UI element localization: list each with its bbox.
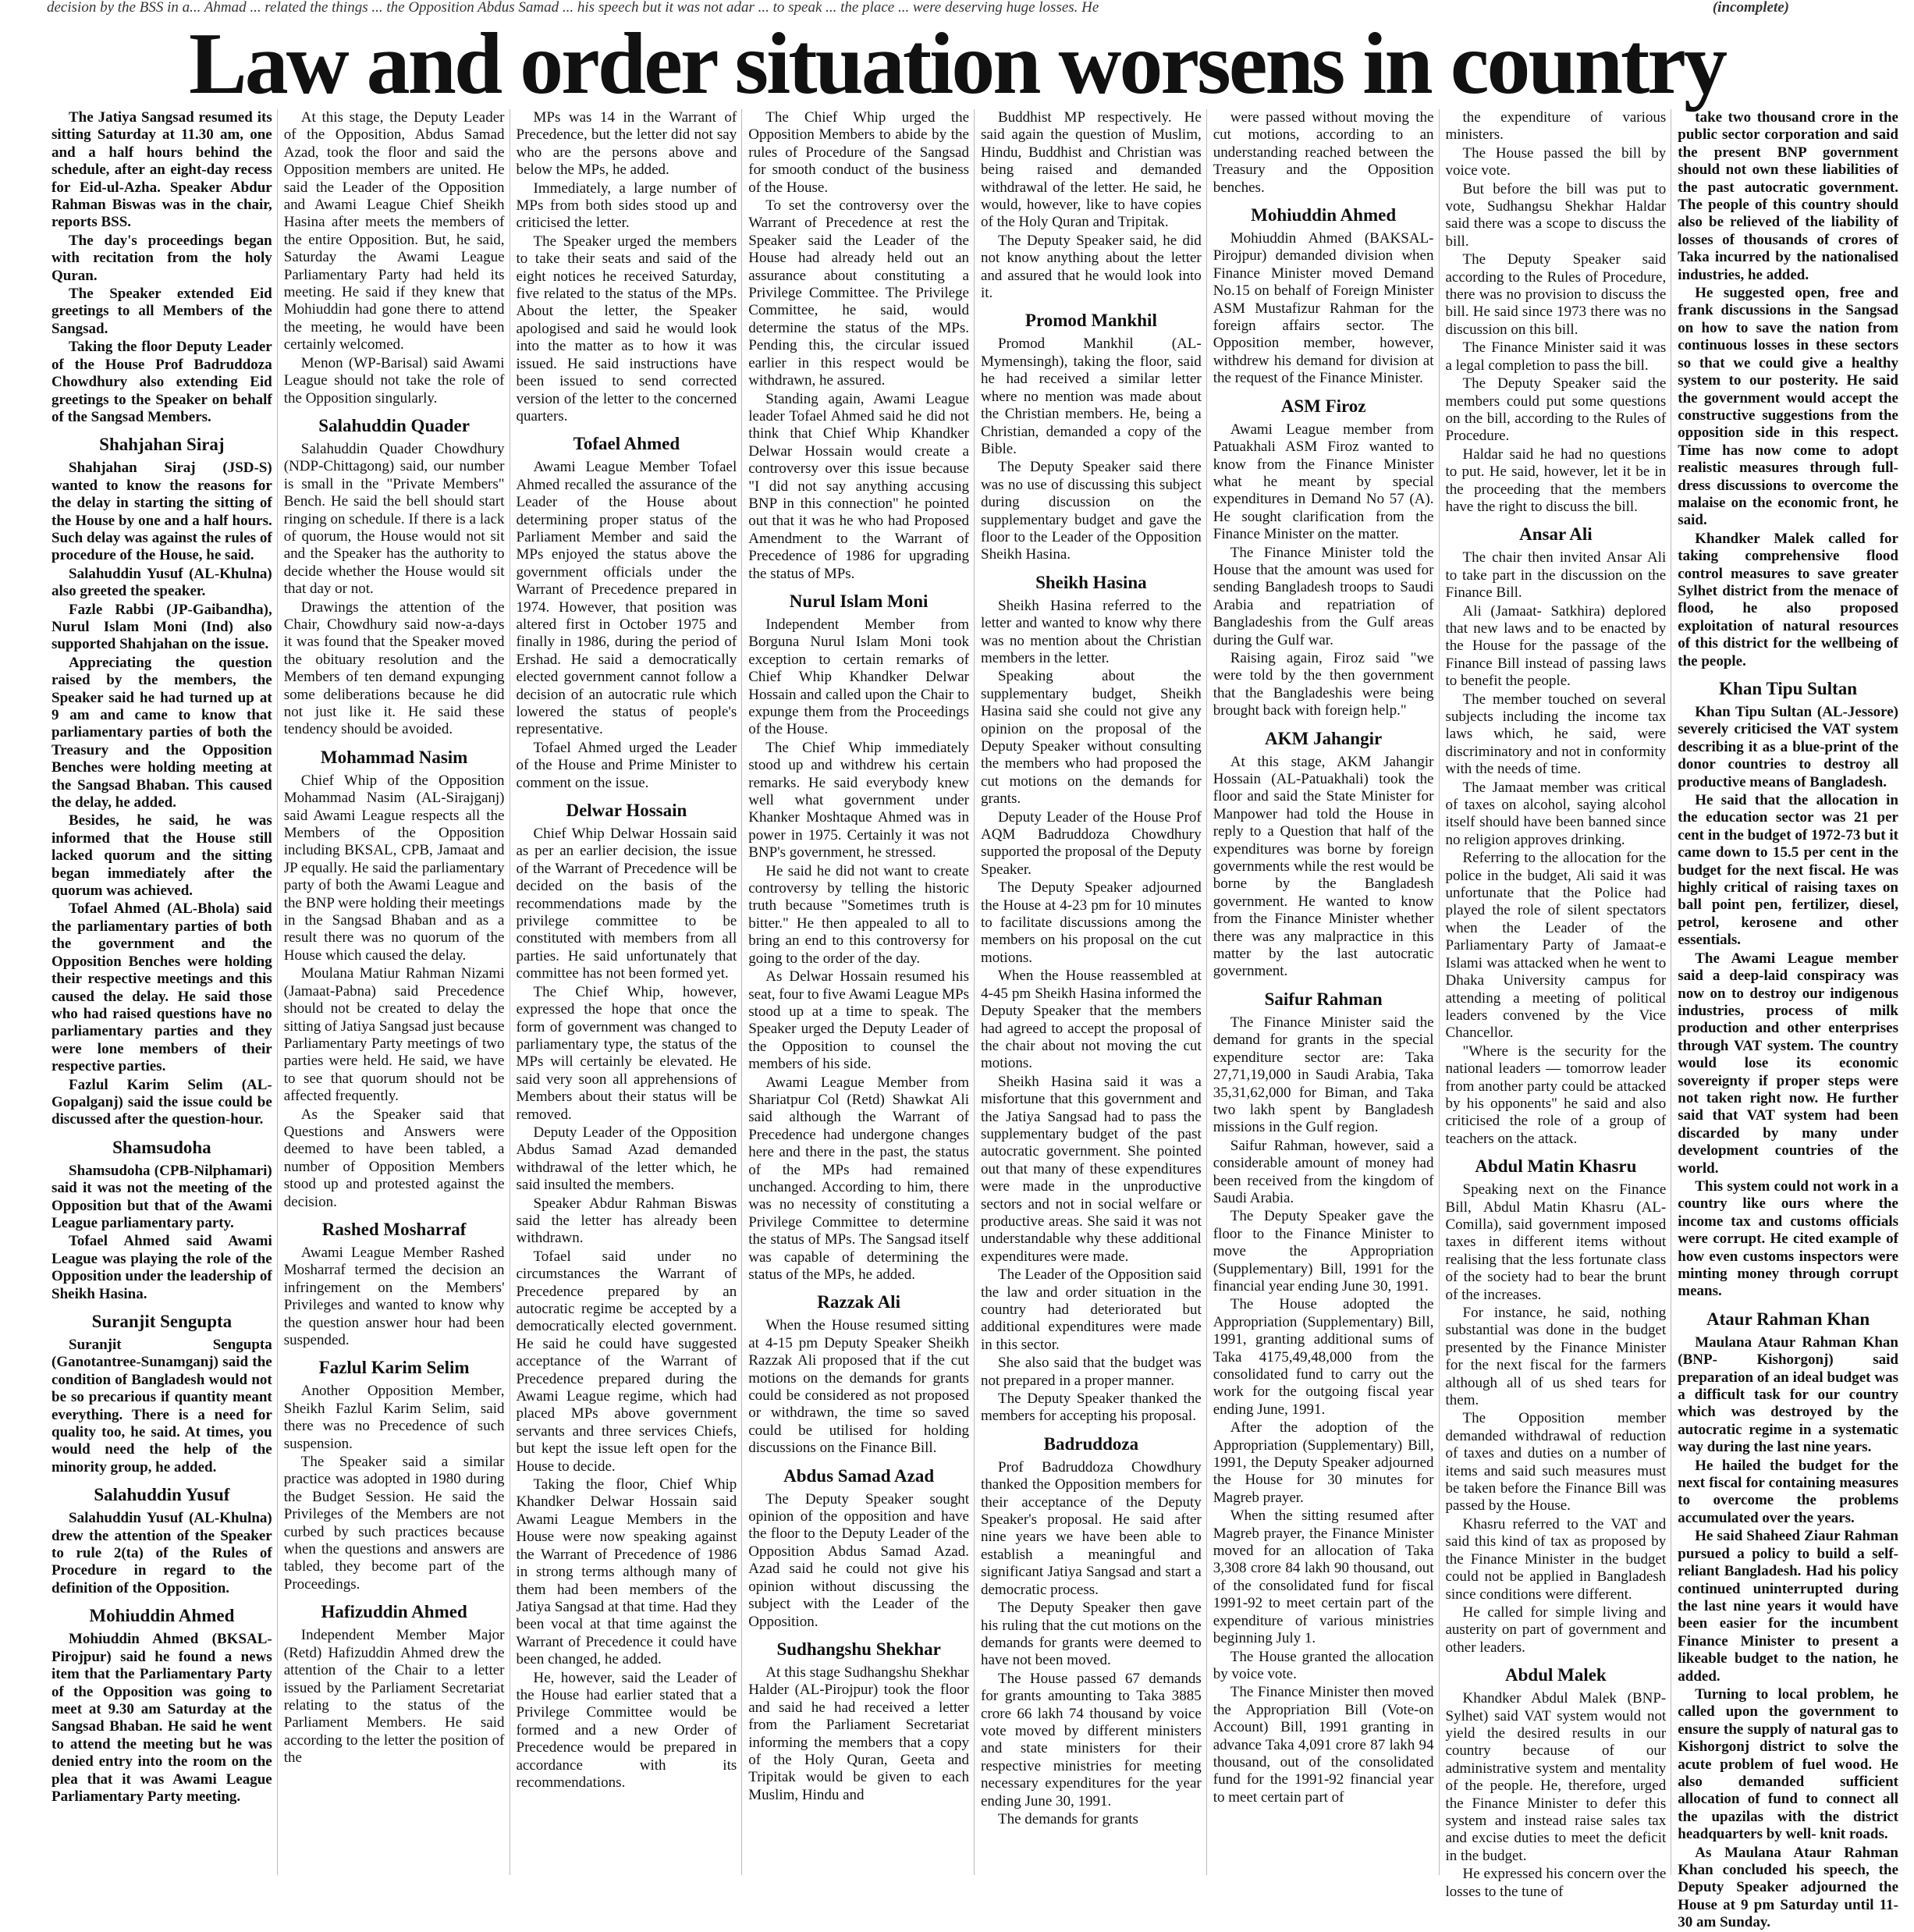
speaker-subheading: Ataur Rahman Khan (1706, 1309, 1870, 1329)
speaker-subheading: Abdus Samad Azad (783, 1465, 935, 1486)
paragraph: The Speaker said a similar practice was adopted in 1980 during the Budget Session. He said the Privileges of the Members are not curbed by such practices because when the questions and answers are tabled, they become part of the Proceedings. (283, 1454, 505, 1593)
paragraph: The Deputy Speaker thanked the members for accepting his proposal. (981, 1390, 1202, 1425)
paragraph: The day's proceedings began with recitation from the holy Quran. (51, 232, 272, 284)
paragraph: were passed without moving the cut motions, according to an understanding reached between the Treasury and the Opposition benches. (1213, 109, 1434, 196)
paragraph: Tofael Ahmed (AL-Bhola) said the parliamentary parties of both the government and the Opposition Benches were holding their respective meetings and this caused the delay. He said those who had raised questions have no parliamentary parties and they were lone members of their respective parties. (51, 900, 272, 1075)
speaker-subheading: AKM Jahangir (1265, 728, 1383, 748)
article-column-2 (284, 109, 510, 1875)
paragraph: the expenditure of various ministers. (1445, 109, 1667, 144)
paragraph: Speaking next on the Finance Bill, Abdul Matin Khasru (AL- Comilla), said government imposed taxes in different items without realising that the less fortunate class of the society had to bear the brunt of the increases. (1445, 1181, 1667, 1303)
paragraph: The House passed the bill by voice vote. (1445, 144, 1667, 179)
paragraph: He hailed the budget for the next fiscal for containing measures to overcome the problems accumulated over the years. (1678, 1457, 1898, 1526)
paragraph: He suggested open, free and frank discussions in the Sangsad on how to save the nation from continuous losses in these sectors so that we could give a healthy system to our posterity. He said the government would accept the constructive suggestions from the opposition side in this respect. Time has now come to adopt realistic measures through full-dress discussions to overcome the malaise on the economic front, he said. (1678, 285, 1898, 529)
paragraph: He said Shaheed Ziaur Rahman pursued a policy to build a self- reliant Bangladesh. Had his policy continued uninterrupted during the last nine years it would have been easier for the incumbent Finance Minister to present a likeable budget to the nation, he added. (1678, 1528, 1898, 1685)
paragraph: Awami League Member from Shariatpur Col (Retd) Shawkat Ali said although the Warrant of Precedence had undergone changes here and there in the past, the status of the MPs had remained unchanged. According to him, there was no necessity of constituting a Privilege Committee to determine the status of MPs. The Sangsad itself was capable of determining the status of the MPs, he added. (748, 1074, 969, 1283)
article-column-5 (981, 109, 1207, 1875)
paragraph: Awami League Member Rashed Mosharraf termed the decision an infringement on the Members' Privileges and wanted to know why the question answer hour had been suspended. (283, 1244, 505, 1348)
paragraph: Deputy Leader of the House Prof AQM Badruddoza Chowdhury supported the proposal of the Deputy Speaker. (981, 808, 1202, 878)
paragraph: The Jatiya Sangsad resumed its sitting Saturday at 11.30 am, one and a half hours behind the schedule, after an eight-day recess for Eid-ul-Azha. Speaker Abdur Rahman Biswas was in the chair, reports BSS. (51, 109, 272, 231)
paragraph: The Deputy Speaker sought opinion of the opposition and have the floor to the Deputy Leader of the Opposition Abdus Samad Azad. Azad said he could not give his opinion without discussing the subject with the Leader of the Opposition. (748, 1490, 969, 1630)
paragraph: Salahuddin Quader Chowdhury (NDP-Chittagong) said, our number is small in the "Private Members" Bench. He said the bell should start ringing on schedule. If there is a lack of quorum, the House would not sit and the Speaker has the authority to decide whether the House would sit that day or not. (283, 440, 505, 598)
article-column-3 (517, 109, 743, 1875)
speaker-subheading: Saifur Rahman (1264, 989, 1383, 1009)
speaker-subheading: Razzak Ali (817, 1292, 900, 1312)
paragraph: The Deputy Speaker then gave his ruling that the cut motions on the demands for grants were deemed to have not been moved. (981, 1600, 1202, 1669)
paragraph: The Finance Minister said it was a legal completion to pass the bill. (1445, 339, 1667, 374)
paragraph: For instance, he said, nothing substantial was done in the budget presented by the Finance Minister for the next fiscal for the farmers although all of us shed tears for them. (1445, 1305, 1667, 1409)
speaker-subheading: Delwar Hossain (566, 801, 687, 821)
speaker-subheading: Shahjahan Siraj (99, 435, 225, 455)
speaker-subheading: Hafizuddin Ahmed (321, 1602, 467, 1622)
article-columns (51, 109, 1903, 1931)
paragraph: Tofael said under no circumstances the Warrant of Precedence prepared by an autocratic regime be accepted by a democratically elected government. He said he could have suggested acceptance of the Warrant of Precedence prepared during the Awami League regime, which had placed MPs above government servants and three services Chiefs, but kept the issue left open for the House to decide. (516, 1248, 737, 1475)
paragraph: The Finance Minister then moved the Appropriation Bill (Vote-on Account) Bill, 1991 granting in advance Taka 4,091 crore 87 lakh 94 thousand, out of the consolidated fund for the 1991-92 financial year to meet certain part of (1213, 1684, 1434, 1806)
paragraph: Deputy Leader of the Opposition Abdus Samad Azad demanded withdrawal of the letter which, he said insulted the members. (516, 1124, 737, 1194)
paragraph: Chief Whip of the Opposition Mohammad Nasim (AL-Sirajganj) said Awami League respects all the Members of the Opposition including BKSAL, CPB, Jamaat and JP equally. He said the parliamentary party of both the Awami League and the BNP were holding their meetings in the Sangsad Bhaban and as a result there was no quorum of the House which caused the delay. (283, 772, 505, 964)
paragraph: Salahuddin Yusuf (AL-Khulna) drew the attention of the Speaker to rule 2(ta) of the Rules of Procedure in regard to the definition of the Opposition. (51, 1510, 272, 1596)
paragraph: To set the controversy over the Warrant of Precedence at rest the Speaker said the Leader of the House had already held out an assurance about constituting a Privilege Committee. The Privilege Committee, he said, would determine the status of the MPs. Pending this, the circular issued earlier in this respect would be withdrawn, he assured. (748, 197, 969, 389)
paragraph: Appreciating the question raised by the members, the Speaker said he had turned up at 9 am and came to know that parliamentary parties of both the Treasury and the Opposition Benches were holding meeting at the Sangsad Bhaban. This caused the delay, he added. (51, 654, 272, 812)
speaker-subheading: ASM Firoz (1280, 396, 1366, 416)
paragraph: Taking the floor, Chief Whip Khandker Delwar Hossain said Awami League Members in the House were now speaking against the Warrant of Precedence of 1986 in strong terms although many of them had been members of the Jatiya Sangsad at that time. Had they been vocal at that time against the Warrant of Precedence it could have been changed, he added. (516, 1476, 737, 1668)
paragraph: Mohiuddin Ahmed (BAKSAL- Pirojpur) demanded division when Finance Minister moved Demand No.15 on behalf of Foreign Minister ASM Mustafizur Rahman for the foreign affairs sector. The Opposition member, however, withdrew his demand for division at the request of the Finance Minister. (1213, 230, 1434, 387)
paragraph: Speaking about the supplementary budget, Sheikh Hasina said she could not give any opinion on the proposal of the Deputy Speaker without consulting the members who had proposed the cut motions on the demands for grants. (981, 668, 1202, 808)
speaker-subheading: Abdul Malek (1505, 1665, 1607, 1685)
paragraph: Tofael Ahmed urged the Leader of the House and Prime Minister to comment on the issue. (516, 739, 737, 791)
paragraph: Mohiuddin Ahmed (BKSAL-Pirojpur) said he found a news item that the Parliamentary Party of the Opposition was going to meet at 9.30 am Saturday at the Sangsad Bhaban. He said he went to attend the meeting but he was denied entry into the room on the plea that it was Awami League Parliamentary Party meeting. (51, 1631, 272, 1805)
paragraph: The Speaker extended Eid greetings to all Members of the Sangsad. (51, 286, 272, 337)
paragraph: He expressed his concern over the losses to the tune of (1445, 1866, 1667, 1900)
speaker-subheading: Nurul Islam Moni (789, 591, 929, 611)
paragraph: Khasru referred to the VAT and said this kind of tax as proposed by the Finance Minister in the budget could not be applied in Bangladesh since conditions were different. (1445, 1515, 1667, 1603)
paragraph: The Chief Whip, however, expressed the hope that once the form of government was changed to parliamentary type, the status of the MPs will certainly be elevated. He said very soon all apprehensions of Members about their status will be removed. (516, 983, 737, 1123)
paragraph: Independent Member from Borguna Nurul Islam Moni took exception to certain remarks of Chief Whip Khandker Delwar Hossain and called upon the Chair to expunge them from the Proceedings of the House. (748, 616, 969, 738)
paragraph: At this stage, the Deputy Leader of the Opposition, Abdus Samad Azad, took the floor and said the Opposition members are united. He said the Leader of the Opposition and Awami League Chief Sheikh Hasina after meets the members of the entire Opposition. But, he said, Saturday the Awami League Parliamentary Party had held its meeting. He said if they knew that Mohiuddin had gone there to attend the meeting, he would have been certainly welcomed. (283, 109, 505, 353)
paragraph: Khandker Abdul Malek (BNP- Sylhet) said VAT system would not yield the desired results in our country because of our administrative system and mentality of the people. He, therefore, urged the Finance Minister to defer this system and instead raise sales tax and excise duties to meet the deficit in the budget. (1445, 1690, 1667, 1864)
speaker-subheading: Rashed Mosharraf (321, 1219, 467, 1239)
paragraph: The Chief Whip immediately stood up and withdrew his certain remarks. He said everybody knew well what government under Khanker Moshtaque Ahmed was in power in 1975. Certainly it was not BNP's government, he stressed. (748, 739, 969, 861)
article-column-6 (1213, 109, 1440, 1875)
speaker-subheading: Salahuddin Quader (318, 415, 470, 435)
paragraph: Standing again, Awami League leader Tofael Ahmed said he did not think that Chief Whip Khandker Delwar Hossain would create a controversy over this issue because "I did not say anything accusing BNP in this connection" he pointed out that it was he who had Proposed Amendment to the Warrant of Precedence of 1986 for upgrading the status of MPs. (748, 390, 969, 582)
paragraph: Awami League Member Tofael Ahmed recalled the assurance of the Leader of the House about determining proper status of the Parliament Member and said the MPs enjoyed the status above the government officials under the Warrant of Precedence prepared in 1974. However, that position was altered first in October 1975 and finally in 1986, during the period of Ershad. He said a democratically elected government cannot follow a decision of an autocratic rule which lowered the status of people's representative. (516, 459, 737, 738)
speaker-subheading: Khan Tipu Sultan (1719, 679, 1858, 698)
paragraph: take two thousand crore in the public sector corporation and said the present BNP government should not own these liabilities of the past autocratic government. The people of this country should also be relieved of the liability of losses of thousands of crores of Taka incurred by the nationalised industries, he added. (1678, 109, 1898, 283)
article-column-7 (1445, 109, 1672, 1900)
paragraph: Fazle Rabbi (JP-Gaibandha), Nurul Islam Moni (Ind) also supported Shahjahan on the issue. (51, 601, 272, 653)
paragraph: Taking the floor Deputy Leader of the House Prof Badruddoza Chowdhury also extending Eid greetings to the Speaker on behalf of the Sangsad Members. (51, 339, 272, 425)
paragraph: As the Speaker said that Questions and Answers were deemed to have been tabled, a number of Opposition Members stood up and protested against the decision. (283, 1106, 505, 1210)
paragraph: After the adoption of the Appropriation (Supplementary) Bill, 1991, the Deputy Speaker adjourned the House for 30 minutes for Magreb prayer. (1213, 1419, 1434, 1506)
paragraph: But before the bill was put to vote, Sudhangsu Shekhar Haldar said there was a scope to discuss the bill. (1445, 180, 1667, 250)
paragraph: Independent Member Major (Retd) Hafizuddin Ahmed drew the attention of the Chair to a letter issued by the Parliament Secretariat relating to the status of the Parliament Members. He said according to the letter the position of the (283, 1627, 505, 1767)
incomplete-note: (incomplete) (1712, 0, 1789, 16)
paragraph: The Awami League member said a deep-laid conspiracy was now on to destroy our indigenous industries, process of milk production and other enterprises through VAT system. The country would lose its economic sovereignty if proper steps were not taken right now. He further said that VAT system had been discarded by many under development countries of the world. (1678, 950, 1898, 1177)
paragraph: Haldar said he had no questions to put. He said, however, let it be in the proceeding that the members have the right to discuss the bill. (1445, 446, 1667, 515)
article-column-4 (748, 109, 975, 1875)
speaker-subheading: Tofael Ahmed (573, 434, 680, 454)
paragraph: Menon (WP-Barisal) said Awami League should not take the role of the Opposition singularly. (283, 354, 505, 407)
paragraph: She also said that the budget was not prepared in a proper manner. (981, 1355, 1202, 1389)
paragraph: Sheikh Hasina said it was a misfortune that this government and the Jatiya Sangsad had to pass the supplementary budget of the past autocratic government. She pointed out that many of these expenditures were made in the unproductive sectors and not in social welfare or productive areas. She said it was not understandable why these additional expenditures were made. (981, 1073, 1202, 1265)
paragraph: The Chief Whip urged the Opposition Members to abide by the rules of Procedure of the Sangsad for smooth conduct of the business of the House. (748, 109, 969, 196)
speaker-subheading: Sheikh Hasina (1035, 572, 1147, 592)
paragraph: When the House resumed sitting at 4-15 pm Deputy Speaker Sheikh Razzak Ali proposed that if the cut motions on the demands for grants could be considered as not proposed or withdrawn, the time so saved could be utilised for holding discussions on the Finance Bill. (748, 1317, 969, 1457)
paragraph: The Deputy Speaker said according to the Rules of Procedure, there was no provision to discuss the bill. He said since 1973 there was no discussion on this bill. (1445, 251, 1667, 338)
paragraph: Sheikh Hasina referred to the letter and wanted to know why there was no mention about the Christian members in the letter. (981, 597, 1202, 666)
paragraph: As Maulana Ataur Rahman Khan concluded his speech, the Deputy Speaker adjourned the House at 9 pm Saturday until 11-30 am Sunday. (1678, 1844, 1898, 1931)
article-column-8 (1678, 109, 1903, 1931)
speaker-subheading: Mohammad Nasim (320, 747, 468, 767)
paragraph: The Deputy Speaker adjourned the House at 4-23 pm for 10 minutes to facilitate discussions among the members on his proposal on the cut motions. (981, 879, 1202, 966)
speaker-subheading: Mohiuddin Ahmed (1251, 205, 1397, 226)
paragraph: Khandker Malek called for taking comprehensive flood control measures to save greater Sylhet district from the menace of flood, he also proposed exploitation of natural resources of this district for the wellbeing of the people. (1678, 530, 1898, 669)
paragraph: Awami League member from Patuakhali ASM Firoz wanted to know from the Finance Minister what he meant by special expenditures in Demand No 57 (A). He sought clarification from the Finance Minister on the matter. (1213, 421, 1434, 543)
speaker-subheading: Suranjit Sengupta (91, 1312, 233, 1331)
paragraph: When the House reassembled at 4-45 pm Sheikh Hasina informed the Deputy Speaker that the members had agreed to accept the proposal of the chair about not moving the cut motions. (981, 968, 1202, 1072)
paragraph: The demands for grants (998, 1810, 1138, 1827)
paragraph: Saifur Rahman, however, said a considerable amount of money had been received from the kingdom of Saudi Arabia. (1213, 1137, 1434, 1206)
paragraph: Referring to the allocation for the police in the budget, Ali said it was unfortunate that the Police had played the role of silent spectators when the Leader of the Parliamentary Party of Jamaat-e Islami was attacked when he went to Dhaka University campus for attending a meeting of political leaders convened by the Vice Chancellor. (1445, 850, 1667, 1042)
paragraph: The Finance Minister told the House that the amount was used for sending Bangladesh troops to Saudi Arabia and repatriation of Bangladeshis from the Gulf areas during the Gulf war. (1213, 544, 1434, 648)
paragraph: The member touched on several subjects including the income tax laws which, he said, were discriminatory and not in conformity with the needs of time. (1445, 691, 1667, 778)
paragraph: At this stage, AKM Jahangir Hossain (AL-Patuakhali) took the floor and said the State Minister for Manpower had told the House in reply to a Question that half of the expenditures was borne by foreign governments while the rest would be borne by the Bangladesh government. He wanted to know from the Finance Minister whether there was any malpractice in this matter by the last autocratic government. (1213, 753, 1434, 980)
headline: Law and order situation worsens in country (188, 16, 1726, 112)
speaker-subheading: Badruddoza (1043, 1433, 1139, 1454)
paragraph: Buddhist MP respectively. He said again the question of Muslim, Hindu, Buddhist and Christian was being raised and demanded withdrawal of the letter. He said, he would, however, like to have copies of the Holy Quran and Tripitak. (981, 109, 1202, 231)
paragraph: Prof Badruddoza Chowdhury thanked the Opposition members for their acceptance of the Deputy Speaker's proposal. He said after nine years we have been able to establish a meaningful and significant Jatiya Sangsad and start a democratic process. (981, 1458, 1202, 1598)
paragraph: Chief Whip Delwar Hossain said as per an earlier decision, the issue of the Warrant of Precedence will be decided on the basis of the recommendations made by the privilege committee to be constituted with members from all parties. He said unfortunately that committee has not been formed yet. (516, 826, 737, 982)
paragraph: As Delwar Hossain resumed his seat, four to five Awami League MPs stood up at a time to speak. The Speaker urged the Deputy Leader of the Opposition to counsel the members of his side. (748, 968, 969, 1073)
speaker-subheading: Salahuddin Yusuf (94, 1485, 230, 1505)
paragraph: At this stage Sudhangshu Shekhar Halder (AL-Pirojpur) took the floor and said he had received a letter from the Parliament Secretariat informing the members that a copy of the Holy Quran, Geeta and Tripitak would be given to each Muslim, Hindu and (748, 1664, 969, 1803)
paragraph: Promod Mankhil (AL-Mymensingh), taking the floor, said he had received a similar letter where no mention was made about the Christian members. He, being a Christian, demanded a copy of the Bible. (981, 336, 1202, 457)
speaker-subheading: Promod Mankhil (1024, 311, 1157, 331)
paragraph: The House granted the allocation by voice vote. (1213, 1648, 1434, 1682)
paragraph: MPs was 14 in the Warrant of Precedence, but the letter did not say who are the persons above and below the MPs, he added. (516, 109, 737, 179)
paragraph: Speaker Abdur Rahman Biswas said the letter has already been withdrawn. (516, 1195, 737, 1247)
paragraph: Suranjit Sengupta (Ganotantree-Sunamganj) said the condition of Bangladesh would not be so precarious if quantity meant everything. There is a need for quality too, he said. At times, you would need the help of the minority group, he added. (51, 1337, 272, 1476)
paragraph: Besides, he said, he was informed that the House still lacked quorum and the sitting began immediately after the quorum was achieved. (51, 812, 272, 900)
paragraph: Khan Tipu Sultan (AL-Jessore) severely criticised the VAT system describing it as a blue-print of the donor countries to destroy all productive means of Bangladesh. (1678, 704, 1898, 790)
paragraph: Turning to local problem, he called upon the government to ensure the supply of natural gas to Kishorgonj district to solve the acute problem of fuel wood. He also demanded sufficient allocation of fund to connect all the upazilas with the district headquarters by well- knit roads. (1678, 1685, 1898, 1843)
clipped-text: decision by the BSS in a... Ahmad ... related the things ... the Opposition Abdus Samad ... his speech but it was not adar ... to speak ... the place ... were deserving huge losses. He (47, 0, 1099, 16)
paragraph: The Deputy Speaker said, he did not know anything about the letter and assured that he would look into it. (981, 232, 1202, 302)
paragraph: Shamsudoha (CPB-Nilphamari) said it was not the meeting of the Opposition but that of the Awami League parliamentary party. (51, 1162, 272, 1231)
paragraph: The Finance Minister said the demand for grants in the special expenditure sector are: Taka 27,71,19,000 in Saudi Arabia, Taka 35,31,62,000 for Biman, and Taka two lakh spent by Bangladesh missions in the Gulf region. (1213, 1014, 1434, 1136)
speaker-subheading: Shamsudoha (112, 1137, 211, 1157)
paragraph: He, however, said the Leader of the House had earlier stated that a Privilege Committee would be formed and a new Order of Precedence would be prepared in accordance with its recommendations. (516, 1669, 737, 1791)
paragraph: Raising again, Firoz said "we were told by the then government that the Bangladeshis were being brought back with foreign help." (1213, 649, 1434, 719)
paragraph: The Speaker urged the members to take their seats and said of the eight notices he received Saturday, five related to the status of the MPs. About the letter, the Speaker apologised and said he would look into the matter as to how it was issued. He said instructions have been issued to send corrected version of the letter to the concerned quarters. (516, 233, 737, 424)
paragraph: The Opposition member demanded withdrawal of reduction of taxes and duties on a number of items and said such measures must be taken before the Finance Bill was passed by the House. (1445, 1410, 1667, 1515)
paragraph: When the sitting resumed after Magreb prayer, the Finance Minister moved for an allocation of Taka 3,308 crore 84 lakh 90 thousand, out of the consolidated fund for fiscal 1991-92 to meet certain part of the expenditure of various ministries beginning July 1. (1213, 1508, 1434, 1647)
paragraph: Tofael Ahmed said Awami League was playing the role of the Opposition under the leadership of Sheikh Hasina. (51, 1233, 272, 1302)
paragraph: This system could not work in a country like ours where the income tax and customs officials were corrupt. He cited example of how even customs inspectors were minting money through corrupt means. (1678, 1177, 1898, 1300)
paragraph: The Deputy Speaker said the members could put some questions on the bill, according to the Rules of Procedure. (1445, 375, 1667, 445)
article-column-1 (51, 109, 278, 1875)
paragraph: Maulana Ataur Rahman Khan (BNP- Kishorgonj) said preparation of an ideal budget was a difficult task for our country which was destroyed by the autocratic regime in a systematic way during the last nine years. (1678, 1334, 1898, 1456)
paragraph: He said he did not want to create controversy by telling the historic truth because "Sometimes truth is bitter." He then appealed to all to bring an end to this controversy for going to the order of the day. (748, 862, 969, 967)
paragraph: The Deputy Speaker gave the floor to the Finance Minister to move the Appropriation (Supplementary) Bill, 1991 for the financial year ending June 30, 1991. (1213, 1208, 1434, 1295)
paragraph: He said that the allocation in the education sector was 21 per cent in the budget of 1972-73 but it came down to 15.5 per cent in the budget for the next fiscal. He was highly critical of raising taxes on ball point pen, fertilizer, diesel, petrol, kerosene and other essentials. (1678, 792, 1898, 949)
speaker-subheading: Mohiuddin Ahmed (89, 1606, 235, 1626)
speaker-subheading: Ansar Ali (1519, 524, 1593, 545)
paragraph: Moulana Matiur Rahman Nizami (Jamaat-Pabna) said Precedence should not be created to delay the sitting of Jatiya Sangsad just because Parliamentary Party meetings of two parties were held. He said, we have to see that quorum should not be affected frequently. (283, 965, 505, 1105)
paragraph: The Deputy Speaker said there was no use of discussing this subject during discussion on the supplementary budget and gave the floor to the Leader of the Opposition Sheikh Hasina. (981, 459, 1202, 563)
paragraph: Another Opposition Member, Sheikh Fazlul Karim Selim, said there was no Precedence of such suspension. (283, 1383, 505, 1452)
paragraph: Fazlul Karim Selim (AL-Gopalganj) said the issue could be discussed after the question-hour. (51, 1076, 272, 1128)
paragraph: Salahuddin Yusuf (AL-Khulna) also greeted the speaker. (51, 565, 272, 600)
paragraph: The House passed 67 demands for grants amounting to Taka 3885 crore 66 lakh 74 thousand by voice vote moved by different ministers and state ministers for their respective ministries for meeting necessary expenditures for the year ending June 30, 1991. (981, 1670, 1202, 1809)
paragraph: Drawings the attention of the Chair, Chowdhury said now-a-days it was found that the Speaker moved the obituary resolution and the Members of ten demand expunging some deliberations because he did not just like it. He said these tendency should be avoided. (283, 598, 505, 738)
speaker-subheading: Sudhangshu Shekhar (776, 1639, 941, 1659)
speaker-subheading: Fazlul Karim Selim (318, 1358, 470, 1378)
paragraph: Immediately, a large number of MPs from both sides stood up and criticised the letter. (516, 179, 737, 232)
paragraph: Shahjahan Siraj (JSD-S) wanted to know the reasons for the delay in starting the sitting of the House by one and a half hours. Such delay was against the rules of procedure of the House, he said. (51, 460, 272, 564)
paragraph: The House adopted the Appropriation (Supplementary) Bill, 1991, granting additional sums of Taka 4175,49,48,000 from the consolidated fund to carry out the work for the outgoing fiscal year ending June, 1991. (1213, 1296, 1434, 1418)
paragraph: He called for simple living and austerity on part of government and other leaders. (1445, 1603, 1667, 1656)
paragraph: The Jamaat member was critical of taxes on alcohol, saying alcohol itself should have been banned since no religion approves drinking. (1445, 779, 1667, 848)
paragraph: Ali (Jamaat- Satkhira) deplored that new laws and to be enacted by the House for the passage of the Finance Bill instead of passing laws to benefit the people. (1445, 602, 1667, 690)
paragraph: The Leader of the Opposition said the law and order situation in the country had deteriorated but additional expenditures were made in this sector. (981, 1266, 1202, 1353)
paragraph: "Where is the security for the national leaders — tomorrow leader from another party could be attacked by his opponents" he said and also criticised the role of a group of teachers on the attack. (1445, 1042, 1667, 1147)
paragraph: The chair then invited Ansar Ali to take part in the discussion on the Finance Bill. (1445, 549, 1667, 602)
speaker-subheading: Abdul Matin Khasru (1475, 1156, 1637, 1177)
